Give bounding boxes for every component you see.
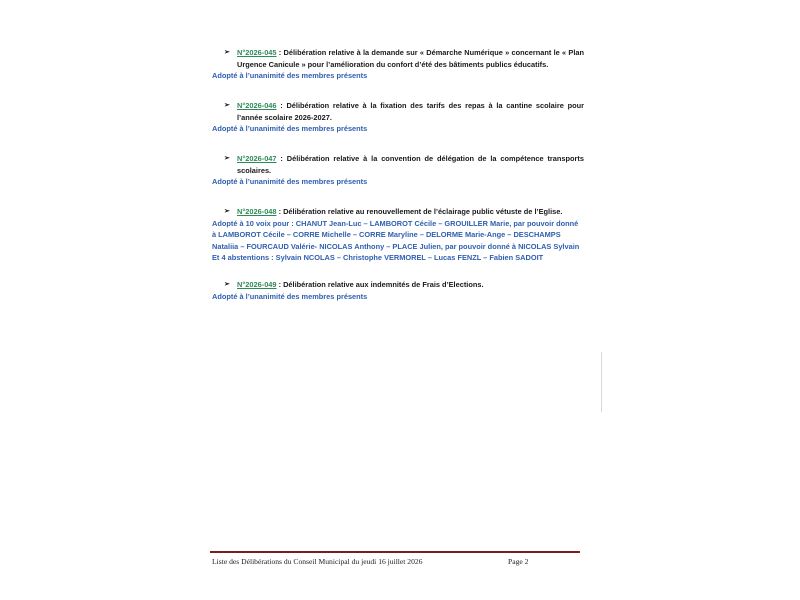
- deliberation-number: N°2026-049: [237, 280, 277, 289]
- deliberation-text: : Délibération relative au renouvellement de l’éclairage public vétuste de l’Eglise.: [276, 207, 563, 216]
- deliberation-number: N°2026-047: [237, 154, 277, 163]
- deliberation-title: [212, 153, 584, 176]
- deliberation-text: : Délibération relative aux indemnités de Frais d’Elections.: [276, 280, 484, 289]
- deliberation-item-047: [212, 153, 584, 188]
- deliberation-number: N°2026-048: [237, 207, 277, 216]
- footer-rule: [210, 551, 580, 553]
- vote-result: Adopté à l’unanimité des membres présents: [212, 124, 368, 134]
- deliberation-text: : Délibération relative à la convention de délégation de la compétence transports scolaires.: [237, 154, 584, 175]
- deliberation-title: [212, 47, 584, 70]
- deliberation-number: N°2026-046: [237, 101, 277, 110]
- deliberation-number: N°2026-045: [237, 48, 277, 57]
- vote-result: Adopté à 10 voix pour : CHANUT Jean-Luc – LAMBOROT Cécile – GROUILLER Marie, par pouvoir donné à LAMBOROT Cécile – CORRE Michelle – CORRE Maryline – DELORME Marie-Ange – DESCHAMPS Nataliia – FOURCAUD Valérie- NICOLAS Anthony – PLACE Julien, par pouvoir donné à NICOLAS Sylvain: [212, 218, 580, 251]
- arrow-bullet-icon: ➢: [224, 281, 230, 288]
- deliberation-title: [212, 100, 584, 123]
- deliberation-item-049: [212, 279, 584, 302]
- arrow-bullet-icon: ➢: [224, 208, 230, 215]
- deliberation-item-046: [212, 100, 584, 135]
- deliberation-title: [212, 279, 584, 291]
- vote-result: Adopté à l’unanimité des membres présents: [212, 177, 368, 187]
- vote-abstentions: Et 4 abstentions : Sylvain NCOLAS – Christophe VERMOREL – Lucas FENZL – Fabien SADOIT: [212, 253, 544, 263]
- deliberation-item-048: [212, 206, 584, 264]
- scan-edge-mark: [601, 352, 602, 412]
- vote-result: Adopté à l’unanimité des membres présents: [212, 291, 368, 301]
- deliberation-item-045: [212, 47, 584, 82]
- deliberation-text: : Délibération relative à la demande sur « Démarche Numérique » concernant le « Plan Urgence Canicule » pour l’amélioration du confort d’été des bâtiments publics éducatifs.: [237, 48, 584, 69]
- arrow-bullet-icon: ➢: [224, 102, 230, 109]
- arrow-bullet-icon: ➢: [224, 49, 230, 56]
- deliberation-text: : Délibération relative à la fixation des tarifs des repas à la cantine scolaire pour l’année scolaire 2026-2027.: [237, 101, 584, 122]
- footer-title: Liste des Délibérations du Conseil Municipal du jeudi 16 juillet 2026: [212, 557, 423, 566]
- page-number: Page 2: [508, 557, 529, 566]
- arrow-bullet-icon: ➢: [224, 155, 230, 162]
- deliberation-title: [212, 206, 584, 218]
- vote-result: Adopté à l’unanimité des membres présents: [212, 71, 368, 81]
